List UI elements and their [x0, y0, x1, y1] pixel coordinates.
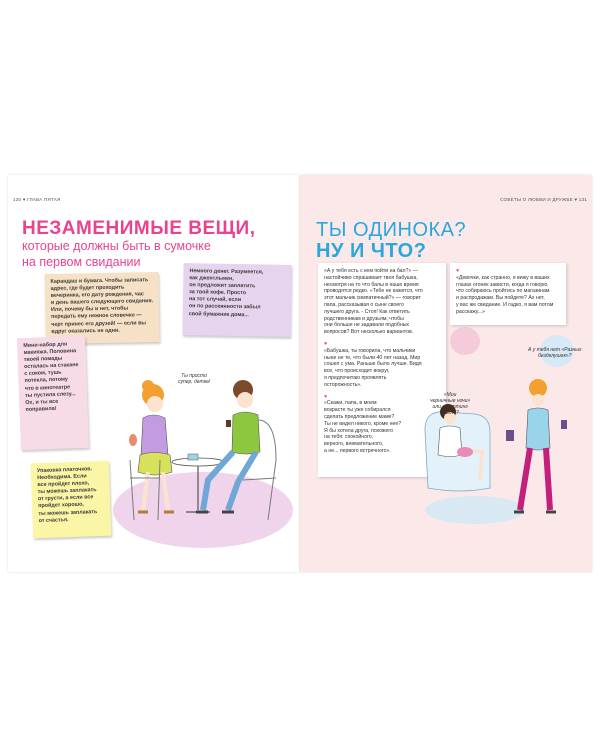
card-shopping: [450, 263, 566, 325]
card-line: несмотря на то что балы в наше время: [324, 281, 419, 288]
card-line: я предпочитаю проявлять: [324, 374, 387, 381]
card-line: у вас же свидание. И гадко, я вам потом: [456, 301, 554, 308]
note-line: что в кинотеатре: [24, 383, 71, 392]
note-line: свой бумажник дома...: [188, 310, 249, 318]
note-line: пройдет хорошо,: [38, 502, 84, 510]
note-pencil-paper: [44, 272, 159, 344]
note-line: Или, почему бы и нет, чтобы: [50, 305, 129, 314]
note-line: Необходима. Если: [37, 473, 87, 482]
note-line: осталась на стакане: [23, 362, 79, 371]
note-line: за твой кофе. Просто: [189, 289, 247, 297]
note-line: Ох, и ты все: [25, 398, 59, 406]
note-line: Упаковка платочков.: [36, 466, 93, 475]
card-line: все, что происходит вокруг,: [324, 368, 390, 375]
note-line: Карандаш и бумага. Чтобы записать: [50, 277, 149, 285]
left-running-head: 130 ♥ ГЛАВА ПЯТАЯ: [13, 197, 61, 202]
note-tissues: [31, 461, 112, 539]
note-line: от грусти, а если все: [37, 494, 94, 503]
card-line: ныне не те, что были 40 лет назад. Мир: [324, 354, 421, 361]
note-line: он предложит заплатить: [189, 282, 256, 290]
note-line: с соком, тушь: [24, 370, 62, 378]
card-line: осторожность».: [324, 381, 362, 388]
card-line: «Девочки, как странно, я вижу в ваших: [456, 274, 550, 281]
left-page: [8, 175, 299, 572]
speech-line: Ты просто: [181, 373, 207, 379]
speech-line: Хилл»?: [441, 410, 459, 416]
note-line: черт принес его друзей! — если вы: [51, 319, 147, 328]
note-money: [182, 263, 291, 337]
speech-line: А у тебя нет «Разных: [528, 347, 582, 353]
heart-icon: ♥: [324, 340, 328, 347]
card-line: расскажу...»: [456, 308, 486, 315]
card-line: верного, внимательного,: [324, 441, 384, 448]
heart-icon: ♥: [324, 393, 328, 400]
speech-bubble-left: [178, 373, 210, 385]
note-line: передать ему нежное словечко —: [51, 312, 142, 321]
note-line: он по рассеянности забыл: [188, 303, 261, 311]
card-line: «А у тебя есть с кем пойти на бал?» —: [324, 268, 418, 274]
note-line: ты пустила слезу...: [24, 390, 76, 399]
card-line: лучшего друга. - Стоп! Как ответить: [324, 308, 410, 315]
speech-bubble-right: [528, 347, 581, 359]
left-heading-sub1: которые должны быть в сумочке: [22, 239, 211, 253]
camera-icon: [188, 454, 198, 460]
right-heading-line2: НУ И ЧТО?: [316, 240, 427, 262]
note-line: адрес, где будет проходить: [50, 284, 125, 292]
card-line: настойчиво спрашивает твоя бабушка,: [324, 274, 418, 281]
speech-line: или «Ноттинг: [432, 404, 468, 410]
left-heading-sub2: на первом свидании: [22, 255, 141, 269]
note-line: Мини-набор для: [23, 341, 68, 350]
note-line: вечеринка, его дату рождения, час: [50, 291, 144, 300]
floor-shadow: [425, 496, 525, 524]
card-line: сошел с ума. Раньше было лучше. Видя: [324, 361, 422, 368]
speech-line: черничные ночи»: [430, 398, 471, 404]
note-line: твоей помады: [23, 355, 63, 364]
note-makeup: [17, 336, 89, 450]
note-line: Немного денег. Разумеется,: [189, 268, 264, 276]
card-line: что собираюсь пройтись по магазинам: [456, 288, 550, 295]
note-line: как джентльмен,: [189, 275, 234, 283]
speech-line: «Мои: [443, 392, 457, 398]
pink-blob: [450, 327, 480, 355]
card-line: глазах огонек зависти, когда я говорю,: [456, 281, 549, 288]
card-line: на тебя: спокойного,: [324, 434, 374, 441]
note-line: от счастья.: [38, 516, 69, 524]
speech-line: супер, детка!: [178, 379, 211, 385]
card-line: и распродажам. Вы пойдете? Ах нет,: [456, 295, 545, 302]
card-line: Ты не видел никого, кроме нее?: [324, 420, 402, 427]
note-line: поправила!: [25, 405, 57, 413]
card-line: они больше не задавали подобных: [324, 322, 410, 329]
card-line: сделать предложение маме?: [324, 413, 395, 420]
speech-line: безделушек»?: [538, 353, 572, 359]
heart-icon: ♥: [456, 268, 460, 274]
note-line: ты можешь заплакать: [37, 487, 97, 496]
card-line: возрасте ты уже собирался: [324, 407, 391, 414]
card-line: этот мальчик симпатичный?» — говорит: [324, 295, 421, 302]
card-line: «Бабушка, ты говорила, что мальчики: [324, 347, 416, 354]
card-line: проводятся редко. «Тебе не кажется, что: [324, 288, 423, 295]
note-line: все пройдет плохо,: [37, 480, 90, 489]
right-page: [300, 175, 592, 572]
note-line: вдруг оказались не одни.: [51, 327, 120, 335]
card-line: Я бы хотела друга, похожего: [324, 427, 394, 434]
note-line: потекла, потому: [24, 376, 69, 385]
note-line: на тот случай, если: [188, 296, 242, 304]
right-running-head: СОВЕТЫ О ЛЮБВИ И ДРУЖБЕ ♥ 131: [500, 197, 587, 202]
card-line: родственникам и друзьям, чтобы: [324, 315, 404, 322]
card-line: папа, рассказывая о сыне своего: [324, 301, 404, 308]
right-heading-line1: ТЫ ОДИНОКА?: [316, 219, 467, 241]
speech-bubble-left: [430, 392, 470, 416]
card-line: вопросов? Вот несколько вариантов.: [324, 329, 414, 336]
note-line: ты можешь заплакать: [38, 508, 98, 517]
left-heading-main: НЕЗАМЕНИМЫЕ ВЕЩИ,: [22, 218, 256, 239]
note-line: и день вашего следующего свидания.: [50, 298, 154, 307]
card-line: «Скажи, папа, в моем: [324, 400, 377, 407]
standing-girl-figure: [506, 379, 567, 512]
date-cafe-illustration: [108, 360, 298, 560]
note-line: макияжа. Половина: [23, 348, 77, 357]
card-line: а не... первого встречного».: [324, 447, 391, 454]
